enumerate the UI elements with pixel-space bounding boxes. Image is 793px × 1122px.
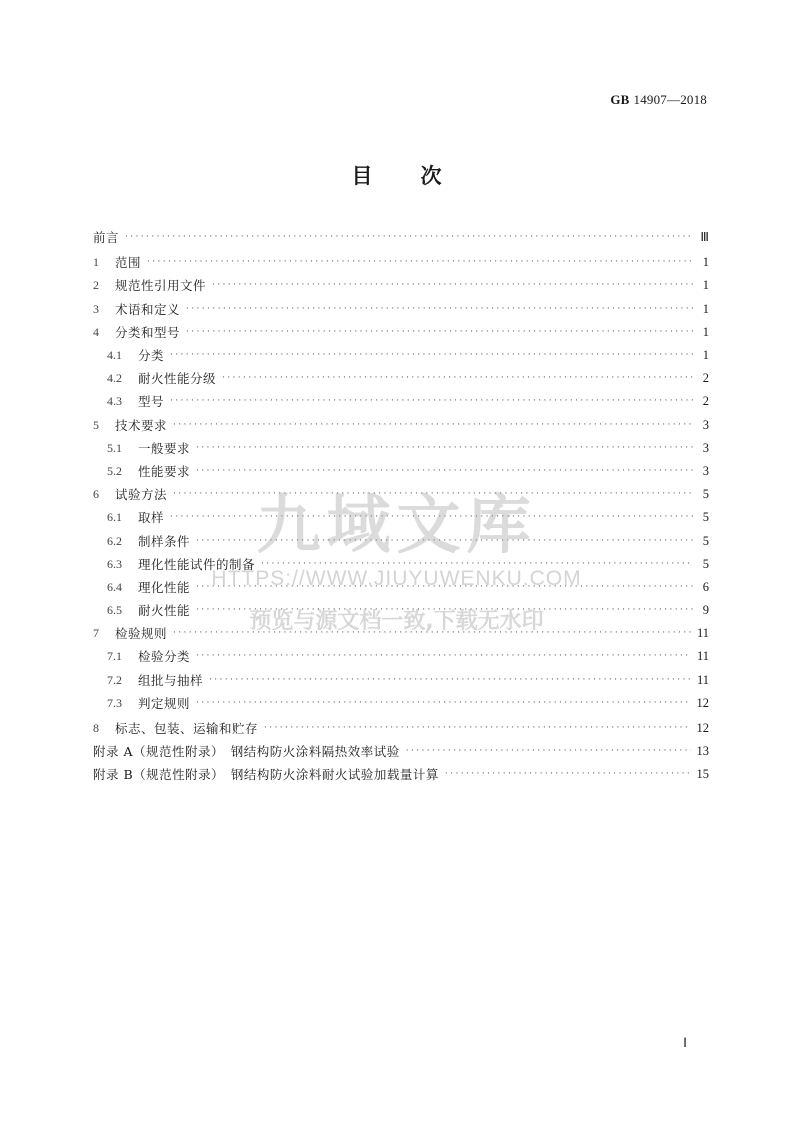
- watermark-brand: 九域文库: [256, 489, 537, 563]
- toc-entry-page: 12: [696, 721, 709, 736]
- toc-entry[interactable]: [93, 576, 709, 599]
- toc-entry-number: 5.2: [107, 463, 122, 478]
- toc-entry-page: 11: [696, 649, 709, 664]
- toc-entry-label: 性能要求: [138, 463, 191, 479]
- toc-entry-number: 7.2: [107, 672, 122, 687]
- toc-entry-page: 5: [702, 556, 709, 571]
- toc-entry-number: 6.1: [107, 510, 122, 525]
- toc-entry[interactable]: [93, 763, 709, 786]
- standard-prefix: GB: [610, 92, 630, 107]
- table-of-contents: [93, 226, 709, 787]
- toc-entry-number: 6.5: [107, 603, 122, 618]
- toc-entry-number: 6: [93, 487, 99, 502]
- toc-entry-page: 6: [702, 579, 709, 594]
- toc-dot-leader: [445, 763, 691, 786]
- standard-number-header: [610, 92, 707, 108]
- toc-entry[interactable]: [93, 483, 709, 506]
- toc-entry[interactable]: [93, 226, 709, 249]
- toc-entry-page: 1: [702, 255, 709, 270]
- toc-entry[interactable]: [93, 740, 709, 763]
- toc-entry[interactable]: [93, 622, 709, 645]
- toc-entry-label: 分类和型号: [115, 324, 181, 340]
- title-char-2: 次: [420, 164, 442, 188]
- toc-entry[interactable]: [93, 414, 709, 437]
- toc-entry-page: 1: [702, 348, 709, 363]
- toc-entry[interactable]: [93, 460, 709, 483]
- toc-entry-number: 4: [93, 324, 99, 339]
- toc-dot-leader: [170, 344, 693, 367]
- toc-entry-number: 4.3: [107, 394, 122, 409]
- toc-dot-leader: [186, 321, 693, 344]
- toc-entry-label: 前言: [93, 230, 120, 246]
- toc-entry[interactable]: [93, 506, 709, 529]
- toc-entry-label: 范围: [115, 255, 142, 271]
- toc-entry-label: 取样: [138, 510, 165, 526]
- toc-entry-number: 5.1: [107, 440, 122, 455]
- toc-entry-label: 耐火性能: [138, 603, 191, 619]
- toc-dot-leader: [170, 506, 693, 529]
- toc-entry-number: 1: [93, 255, 99, 270]
- toc-entry-label: 一般要求: [138, 440, 191, 456]
- toc-entry-page: 12: [696, 695, 709, 710]
- title-char-1: 目: [351, 164, 373, 188]
- toc-entry-label: 理化性能: [138, 579, 191, 595]
- toc-entry-number: 5: [93, 417, 99, 432]
- toc-entry-label: 技术要求: [115, 417, 168, 433]
- toc-dot-leader: [196, 437, 693, 460]
- toc-entry[interactable]: [93, 599, 709, 622]
- toc-dot-leader: [196, 460, 693, 483]
- toc-dot-leader: [186, 298, 693, 321]
- standard-number: 14907—2018: [633, 92, 707, 107]
- toc-entry[interactable]: [93, 669, 709, 692]
- watermark-url: HTTPS://WWW.JIUYUWENKU.COM: [211, 567, 582, 590]
- toc-entry[interactable]: [93, 645, 709, 668]
- toc-entry[interactable]: [93, 321, 709, 344]
- toc-entry[interactable]: [93, 553, 709, 576]
- toc-dot-leader: [406, 740, 691, 763]
- toc-dot-leader: [212, 274, 693, 297]
- toc-entry-label: 理化性能试件的制备: [138, 556, 256, 572]
- toc-dot-leader: [222, 367, 693, 390]
- toc-entry-label: 型号: [138, 394, 165, 410]
- toc-entry-page: 1: [702, 324, 709, 339]
- page-title: [0, 160, 793, 190]
- toc-entry-page: 1: [702, 301, 709, 316]
- toc-entry-number: 7: [93, 626, 99, 641]
- toc-entry-label: 术语和定义: [115, 301, 181, 317]
- toc-entry-number: 7.1: [107, 649, 122, 664]
- toc-dot-leader: [264, 717, 690, 740]
- toc-entry-page: 13: [696, 744, 709, 759]
- toc-entry-number: 6.2: [107, 533, 122, 548]
- toc-entry-label: 检验规则: [115, 626, 168, 642]
- toc-entry-page: 2: [702, 371, 709, 386]
- toc-entry-page: 11: [696, 672, 709, 687]
- toc-entry-page: 5: [702, 487, 709, 502]
- toc-dot-leader: [196, 645, 691, 668]
- toc-entry-label: 分类: [138, 348, 165, 364]
- toc-entry-number: 4.1: [107, 348, 122, 363]
- toc-entry-page: 5: [702, 533, 709, 548]
- toc-entry-number: 8: [93, 721, 99, 736]
- toc-entry-label: 规范性引用文件: [115, 278, 207, 294]
- toc-dot-leader: [196, 692, 690, 715]
- toc-entry-label: 制样条件: [138, 533, 191, 549]
- toc-entry-page: 15: [696, 767, 709, 782]
- toc-entry-page: 9: [702, 603, 709, 618]
- toc-dot-leader: [173, 483, 693, 506]
- toc-dot-leader: [196, 599, 693, 622]
- toc-entry[interactable]: [93, 529, 709, 552]
- toc-entry[interactable]: [93, 437, 709, 460]
- toc-dot-leader: [147, 251, 693, 274]
- toc-entry[interactable]: [93, 717, 709, 740]
- toc-dot-leader: [209, 669, 691, 692]
- toc-entry-label: 组批与抽样: [138, 672, 204, 688]
- toc-entry-number: 7.3: [107, 695, 122, 710]
- page-number: Ⅰ: [683, 1035, 687, 1050]
- toc-entry-number: 6.4: [107, 579, 122, 594]
- toc-entry-number: 4.2: [107, 371, 122, 386]
- toc-entry-label: 附录 A（规范性附录） 钢结构防火涂料隔热效率试验: [93, 744, 400, 760]
- toc-entry-page: 11: [696, 626, 709, 641]
- toc-entry-label: 附录 B（规范性附录） 钢结构防火涂料耐火试验加载量计算: [93, 767, 439, 783]
- toc-entry-page: Ⅲ: [700, 230, 709, 245]
- toc-dot-leader: [196, 530, 693, 553]
- toc-dot-leader: [125, 226, 693, 249]
- toc-entry-label: 耐火性能分级: [138, 371, 217, 387]
- toc-dot-leader: [261, 553, 693, 576]
- toc-entry-number: 6.3: [107, 556, 122, 571]
- toc-entry-label: 判定规则: [138, 695, 191, 711]
- toc-entry[interactable]: [93, 367, 709, 390]
- toc-entry-label: 试验方法: [115, 487, 168, 503]
- toc-entry-page: 3: [702, 440, 709, 455]
- toc-entry[interactable]: [93, 692, 709, 715]
- toc-entry-page: 2: [702, 394, 709, 409]
- toc-entry-page: 3: [702, 417, 709, 432]
- toc-dot-leader: [196, 576, 693, 599]
- toc-entry-label: 标志、包装、运输和贮存: [115, 721, 259, 737]
- toc-entry[interactable]: [93, 274, 709, 297]
- toc-entry[interactable]: [93, 344, 709, 367]
- toc-dot-leader: [170, 390, 693, 413]
- toc-entry-page: 5: [702, 510, 709, 525]
- toc-entry-number: 2: [93, 278, 99, 293]
- toc-entry-label: 检验分类: [138, 649, 191, 665]
- toc-entry[interactable]: [93, 298, 709, 321]
- toc-entry-page: 1: [702, 278, 709, 293]
- toc-entry-page: 3: [702, 463, 709, 478]
- watermark-note: 预览与源文档一致,下载无水印: [249, 609, 544, 634]
- toc-dot-leader: [173, 622, 691, 645]
- toc-entry[interactable]: [93, 251, 709, 274]
- toc-entry[interactable]: [93, 390, 709, 413]
- toc-dot-leader: [173, 414, 693, 437]
- toc-entry-number: 3: [93, 301, 99, 316]
